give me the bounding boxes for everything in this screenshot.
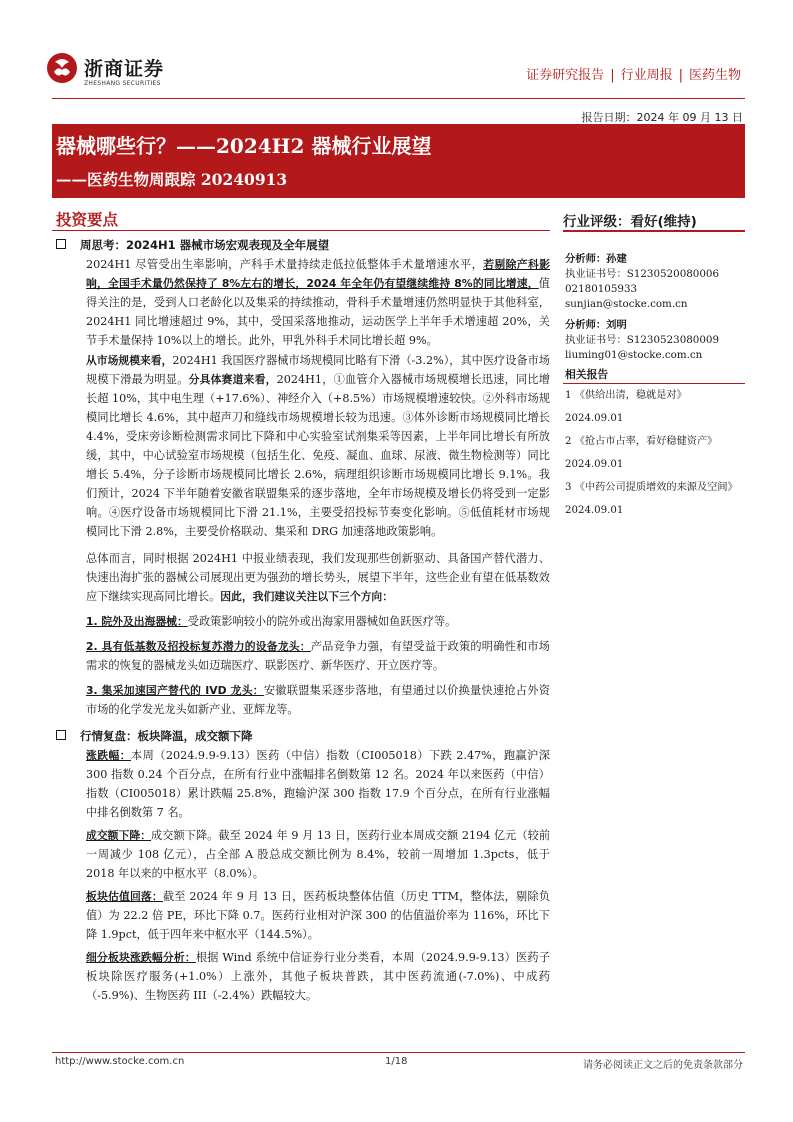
square-bullet-icon: [56, 730, 66, 740]
highlight-three-directions: 因此，我们建议关注以下三个方向：: [220, 590, 394, 603]
analyst-name: 分析师：刘明: [565, 319, 627, 331]
bullet-heading-market-review: 行情复盘：板块降温，成交额下降: [56, 727, 550, 746]
footer-divider: [52, 1052, 745, 1053]
analyst-cert: 执业证书号：S1230520080006: [565, 268, 720, 280]
paragraph-subsector: 细分板块涨跌幅分析：根据 Wind 系统中信证券行业分类看，本周（2024.9.9-9.13）医药子板块除医疗服务(+1.0%）上涨外，其他子板块普跌，其中医药流通(-7.0%)、中成药（-5.9%)、生物医药 III（-2.4%）跌幅较大。: [86, 951, 551, 1002]
analyst-cert: 执业证书号：S1230523080009: [565, 334, 720, 346]
bullet-heading-weekly-thoughts: 周思考：2024H1 器械市场宏观表现及全年展望: [56, 236, 550, 255]
header-divider: [52, 98, 745, 99]
related-reports-list: [565, 384, 743, 522]
square-bullet-icon: [56, 239, 66, 249]
direction-item-2: 2. 具有低基数及招投标复苏潜力的设备龙头：产品竞争力强，有望受益于政策的明确性和市场需求的恢复的器械龙头如迈瑞医疗、联影医疗、新华医疗、开立医疗等。: [86, 640, 550, 672]
paragraph-valuation: 板块估值回落：截至 2024 年 9 月 13 日，医药板块整体估值（历史 TTM，整体法，剔除负值）为 22.2 倍 PE，环比下降 0.7。医药行业相对沪深 300 的估值溢价率为 116%，环比下降 1.9pct，低于四年来中枢水平（144.5%）。: [86, 890, 551, 941]
direction-item-1: 1. 院外及出海器械：受政策影响较小的院外或出海家用器械如鱼跃医疗等。: [86, 615, 457, 628]
report-category-breadcrumb: 证券研究报告 | 行业周报 | 医药生物: [526, 68, 741, 83]
report-subtitle: ——医药生物周跟踪 20240913: [56, 170, 288, 189]
title-banner: [52, 124, 745, 198]
crumb-sector: 医药生物: [688, 68, 741, 83]
related-report-item[interactable]: 3 《中药公司提质增效的来源及空间》 2024.09.01: [565, 482, 738, 516]
crumb-report-type: 证券研究报告: [526, 68, 605, 83]
main-heading-divider: [52, 230, 550, 231]
analyst-email[interactable]: liuming01@stocke.com.cn: [565, 349, 703, 361]
analyst-phone: 02180105933: [565, 283, 638, 295]
company-logo: [46, 52, 176, 94]
analyst-info-1: [565, 252, 747, 312]
paragraph-price-change: 涨跌幅：本周（2024.9.9-9.13）医药（中信）指数（CI005018）下跌 2.47%，跑赢沪深 300 指数 0.24 个百分点，在所有行业中涨幅排名倒数第 12 名。2024 年以来医药（中信）指数（CI005018）累计跌幅 25.8%，跑输沪深 300 指数 17.9 个百分点，在所有行业涨幅中排名倒数第 7 名。: [86, 749, 550, 819]
analyst-info-2: [565, 318, 747, 363]
paragraph-surgery-volume: 2024H1 尽管受出生率影响，产科手术量持续走低拉低整体手术量增速水平，若剔除产科影响，全国手术量仍然保持了 8%左右的增长，2024 年全年仍有望继续维持 8%的同比增速，值得关注的是，受到人口老龄化以及集采的持续推动，骨科手术量增速仍然明显快于其他科室，2024H1 同比增速超过 9%，其中，受国采落地推动，运动医学上半年手术增速超 20%，关节手术量保持 10%以上的增长。此外，甲乳外科手术同比增长超 9%。: [86, 258, 551, 347]
paragraph-turnover: 成交额下降：成交额下降。截至 2024 年 9 月 13 日，医药行业本周成交额 2194 亿元（较前一周减少 108 亿元），占全部 A 股总成交额比例为 8.4%，较前一周增加 1.3pcts，低于 2018 年以来的中枢水平（8.0%）。: [86, 829, 551, 880]
logo-chinese-name: 浙商证券: [84, 58, 165, 80]
related-report-item[interactable]: 2 《抢占市占率，看好稳健资产》 2024.09.01: [565, 436, 718, 470]
zheshang-logo-icon: [46, 52, 78, 84]
page-number: 1/18: [385, 1056, 408, 1067]
crumb-frequency: 行业周报: [620, 68, 673, 83]
footer-website-link[interactable]: http://www.stocke.com.cn: [55, 1056, 185, 1067]
analyst-name: 分析师：孙建: [565, 253, 627, 265]
related-report-item[interactable]: 1 《供给出清，稳就是对》 2024.09.01: [565, 390, 687, 424]
investment-highlights-heading: 投资要点: [56, 211, 119, 229]
logo-english-name: ZHESHANG SECURITIES: [84, 80, 161, 87]
related-reports-heading: 相关报告: [565, 368, 609, 381]
sidebar-heading-divider: [563, 230, 745, 232]
paragraph-summary: 总体而言，同时根据 2024H1 中报业绩表现，我们发现那些创新驱动、具备国产替代潜力、快速出海扩张的器械公司展现出更为强劲的增长势头，展望下半年，这些企业有望在低基数效应下继续实现高同比增长。因此，我们建议关注以下三个方向：: [86, 552, 550, 603]
report-date: 报告日期：2024 年 09 月 13 日: [581, 111, 743, 124]
industry-rating: 行业评级：看好(维持): [563, 214, 697, 230]
footer-disclaimer: 请务必阅读正文之后的免责条款部分: [583, 1060, 743, 1071]
paragraph-market-size: 从市场规模来看，2024H1 我国医疗器械市场规模同比略有下滑（-3.2%），其中医疗设备市场规模下滑最为明显。分具体赛道来看，2024H1，①血管介入器械市场规模增长迅速，同比增长超 10%，其中电生理（+17.6%）、神经介入（+8.5%）市场规模增速较快。②外科市场规模同比增长 4.6%，其中超声刀和缝线市场规模增长较为迅速。③体外诊断市场规模同比增长 4.4%，受床旁诊断检测需求同比下降和中心实验室试剂集采等因素，上半年同比增长有所放缓，其中，中心试验室市场规模（包括生化、免疫、凝血、血球、尿液、微生物检测等）同比增长 5.4%，分子诊断市场规模同比增长 2.6%，病理组织诊断市场规模同比增长 9.1%。我们预计，2024 下半年随着安徽省联盟集采的逐步落地，全年市场规模及增长仍将受到一定影响。④医疗设备市场规模同比下滑 21.1%，主要受招投标节奏变化影响。⑤低值耗材市场规模同比下滑 2.8%，主要受价格联动、集采和 DRG 加速落地政策影响。: [86, 354, 550, 538]
report-title: 器械哪些行？——2024H2 器械行业展望: [56, 134, 432, 158]
highlight-surgery-growth: 若剔除产科影响，全国手术量仍然保持了 8%左右的增长，2024 年全年仍有望继续维持 8%的同比增速，: [86, 258, 551, 290]
main-column: [60, 236, 550, 1005]
direction-item-3: 3. 集采加速国产替代的 IVD 龙头：安徽联盟集采逐步落地，有望通过以价换量快速抢占外资市场的化学发光龙头如新产业、亚辉龙等。: [86, 684, 550, 716]
analyst-email[interactable]: sunjian@stocke.com.cn: [565, 298, 688, 310]
